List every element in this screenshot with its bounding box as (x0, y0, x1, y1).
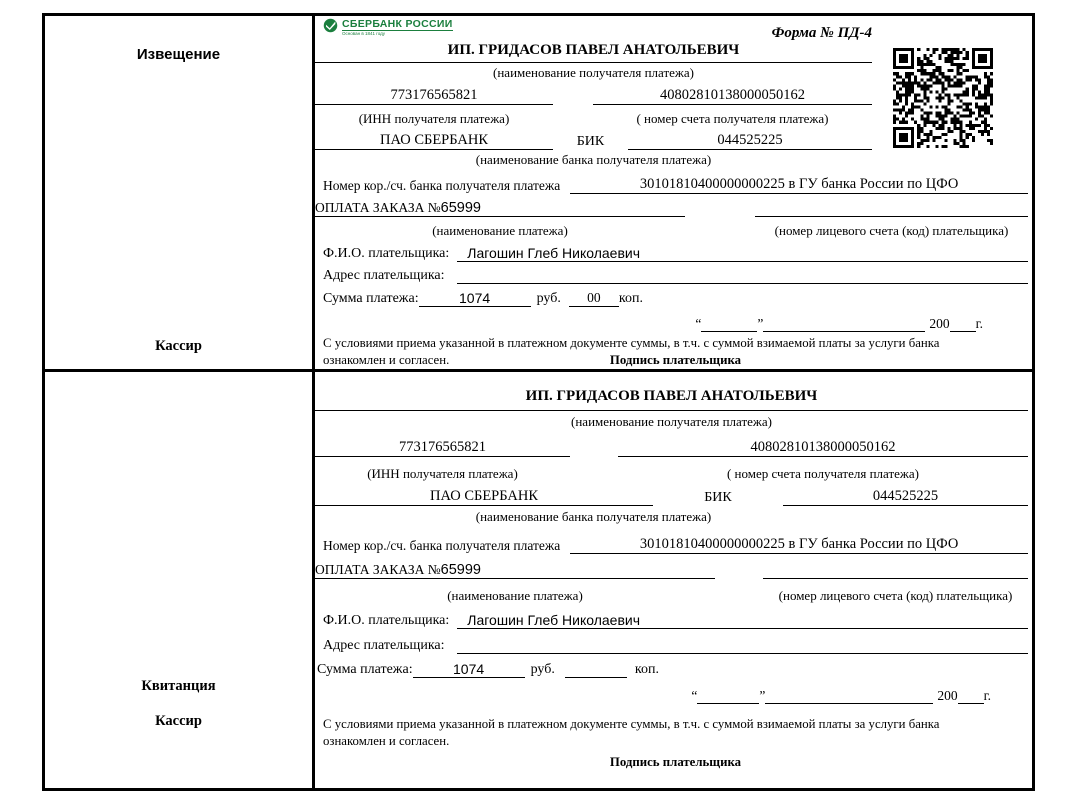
agreement-text (315, 335, 1028, 369)
quote-close: ” (759, 688, 766, 703)
personal-account-label: (номер лицевого счета (код) плательщика) (774, 223, 1009, 238)
qr-code (893, 48, 993, 148)
corr-account-field: 30101810400000000225 в ГУ банка России по ЦФО (570, 176, 1028, 194)
payer-fio-label: Ф.И.О. плательщика: (323, 246, 450, 261)
payee-inn-label: (ИНН получателя платежа) (367, 466, 518, 481)
payee-account-label: ( номер счета получателя платежа) (636, 111, 829, 126)
payee-name-label: (наименование получателя платежа) (571, 414, 772, 429)
sberbank-logo-icon (323, 18, 338, 38)
corr-account-field: 30101810400000000225 в ГУ банка России по ЦФО (570, 536, 1028, 554)
payer-fio-field: Лагошин Глеб Николаевич (457, 245, 1028, 262)
payer-signature-label: Подпись плательщика (609, 352, 742, 367)
sberbank-logo-text: СБЕРБАНК РОССИИ (342, 18, 453, 30)
bik-label: БИК (704, 490, 732, 505)
year-suffix: г. (975, 316, 983, 331)
payer-fio-label: Ф.И.О. плательщика: (323, 613, 450, 628)
payee-account-field: 40802810138000050162 (593, 87, 872, 105)
sum-rub-field: 1074 (413, 661, 525, 678)
bank-name-field: ПАО СБЕРБАНК (315, 488, 653, 506)
quote-close: ” (757, 316, 764, 331)
payment-name-field (315, 562, 715, 579)
date-line (315, 307, 983, 332)
agreement-text (315, 716, 1028, 771)
date-month-field (765, 688, 933, 704)
form-number-label: Форма № ПД-4 (771, 25, 872, 41)
bik-field: 044525225 (783, 488, 1028, 506)
date-day-field (697, 688, 759, 704)
personal-account-label: (номер лицевого счета (код) плательщика) (778, 588, 1013, 603)
bik-field: 044525225 (628, 132, 872, 150)
date-year-field (958, 688, 984, 704)
cashier-label: Кассир (155, 713, 202, 729)
rub-label: руб. (536, 291, 561, 306)
sberbank-logo-tagline: Основан в 1841 году (342, 31, 386, 36)
payer-fio-field: Лагошин Глеб Николаевич (457, 612, 1028, 629)
bik-label: БИК (576, 134, 605, 149)
payee-name: ИП. ГРИДАСОВ ПАВЕЛ АНАТОЛЬЕВИЧ (315, 42, 872, 63)
sberbank-logo (315, 18, 453, 42)
kop-label: коп. (634, 662, 659, 677)
payment-name-label: (наименование платежа) (447, 588, 583, 603)
receipt-form (315, 372, 1032, 788)
sum-rub-field: 1074 (419, 290, 531, 307)
cashier-label: Кассир (155, 338, 202, 354)
sum-label: Сумма платежа: (323, 291, 419, 306)
receipt-stub (45, 372, 315, 788)
date-month-field (763, 316, 925, 332)
corr-account-label: Номер кор./сч. банка получателя платежа (323, 178, 561, 193)
date-year-field (950, 316, 976, 332)
payer-signature-label: Подпись плательщика (609, 754, 742, 769)
payment-prefix: ОПЛАТА ЗАКАЗА № (315, 200, 441, 215)
agreement-line1: С условиями приема указанной в платежном документе суммы, в т.ч. с суммой взимаемой платы за услуги банка (323, 336, 940, 350)
notice-stub (45, 16, 315, 369)
bank-name-label: (наименование банка получателя платежа) (475, 152, 712, 167)
payee-account-field: 40802810138000050162 (618, 439, 1028, 457)
payment-prefix: ОПЛАТА ЗАКАЗА № (315, 562, 441, 577)
payee-inn-label: (ИНН получателя платежа) (358, 111, 510, 126)
payee-name: ИП. ГРИДАСОВ ПАВЕЛ АНАТОЛЬЕВИЧ (315, 388, 1028, 411)
year-prefix: 200 (929, 316, 950, 331)
sum-label: Сумма платежа: (317, 662, 413, 677)
kop-label: коп. (618, 291, 643, 306)
date-line (315, 678, 991, 704)
corr-account-label: Номер кор./сч. банка получателя платежа (323, 538, 561, 553)
sum-kop-field: 00 (569, 290, 619, 307)
payee-name-label: (наименование получателя платежа) (493, 65, 694, 80)
payee-account-label: ( номер счета получателя платежа) (726, 466, 920, 481)
year-prefix: 200 (937, 688, 958, 703)
payer-address-label: Адрес плательщика: (323, 268, 445, 283)
pd4-sheet (42, 13, 1035, 791)
year-suffix: г. (983, 688, 991, 703)
payment-name-label: (наименование платежа) (432, 223, 568, 238)
agreement-line1: С условиями приема указанной в платежном документе суммы, в т.ч. с суммой взимаемой платы за услуги банка (323, 717, 940, 731)
notice-form (315, 16, 1032, 369)
order-number: 65999 (440, 200, 481, 216)
quote-open: “ (691, 688, 698, 703)
notice-section (45, 16, 1032, 372)
payee-inn-field: 773176565821 (315, 87, 553, 105)
quote-open: “ (695, 316, 702, 331)
payment-name-field (315, 200, 685, 217)
date-day-field (701, 316, 757, 332)
payee-inn-field: 773176565821 (315, 439, 570, 457)
agreement-line2: ознакомлен и согласен. (323, 352, 450, 367)
notice-title: Извещение (136, 46, 221, 63)
bank-name-label: (наименование банка получателя платежа) (475, 509, 712, 524)
payer-address-label: Адрес плательщика: (323, 638, 445, 653)
order-number: 65999 (440, 562, 481, 578)
rub-label: руб. (530, 662, 555, 677)
receipt-section (45, 372, 1032, 788)
agreement-line2: ознакомлен и согласен. (323, 733, 450, 748)
receipt-title: Квитанция (141, 678, 216, 694)
bank-name-field: ПАО СБЕРБАНК (315, 132, 553, 150)
